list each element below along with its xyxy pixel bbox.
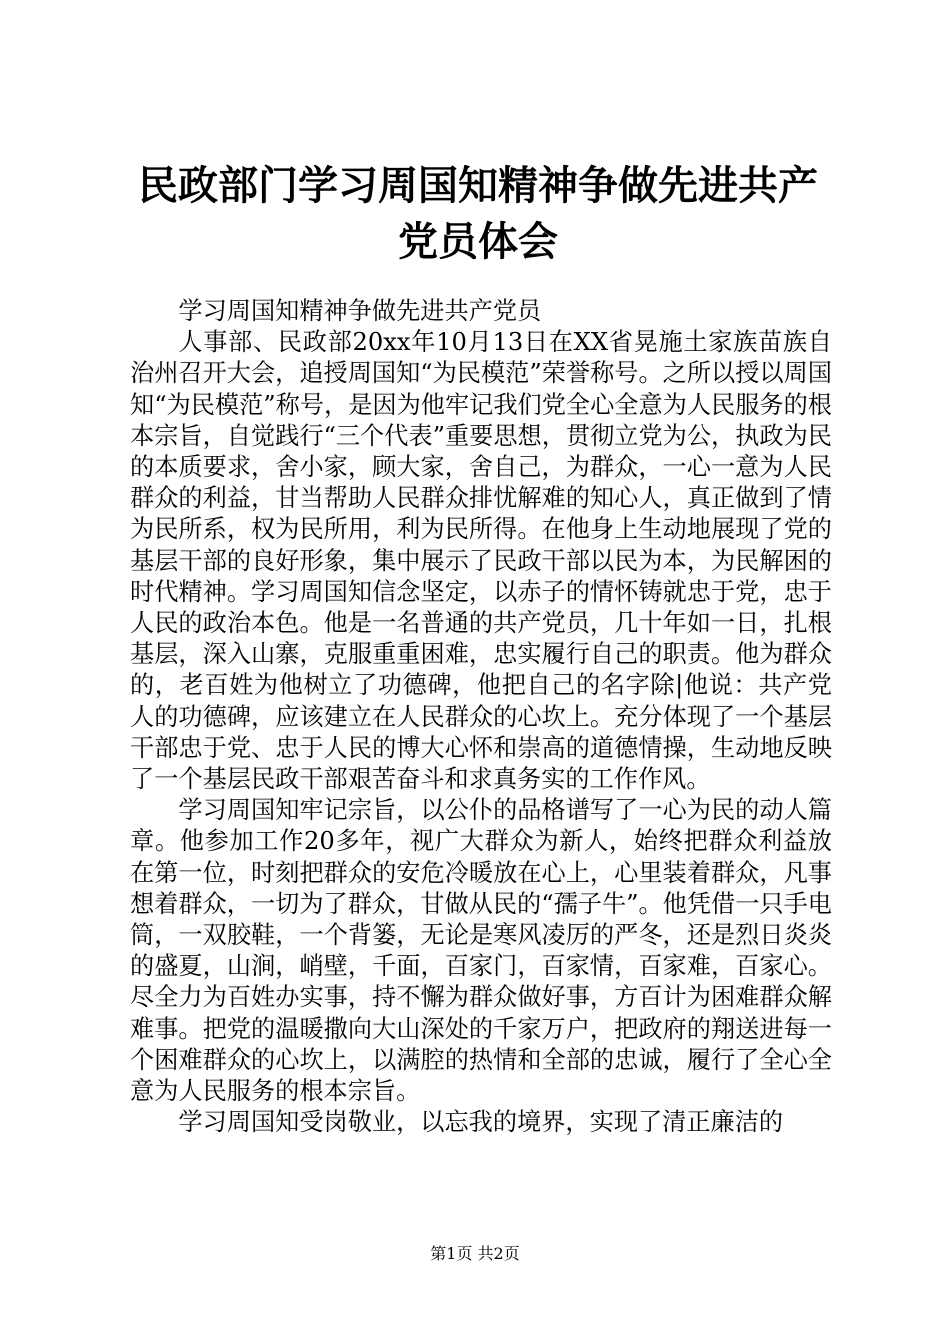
document-body [130, 296, 832, 1138]
paragraph: 人事部、民政部20xx年10月13日在XX省晃施土家族苗族自治州召开大会，追授周国知“为民模范”荣誉称号。之所以授以周国知“为民模范”称号，是因为他牢记我们党全心全意为人民服务的根本宗旨，自觉践行“三个代表”重要思想，贯彻立党为公，执政为民的本质要求，舍小家，顾大家，舍自己，为群众，一心一意为人民群众的利益，甘当帮助人民群众排忧解难的知心人，真正做到了情为民所系，权为民所用，利为民所得。在他身上生动地展现了党的基层干部的良好形象，集中展示了民政干部以民为本，为民解困的时代精神。学习周国知信念坚定，以赤子的情怀铸就忠于党，忠于人民的政治本色。他是一名普通的共产党员，几十年如一日，扎根基层，深入山寨，克服重重困难，忠实履行自己的职责。他为群众的，老百姓为他树立了功德碑，他把自己的名字除|他说：共产党人的功德碑，应该建立在人民群众的心坎上。充分体现了一个基层干部忠于党、忠于人民的博大心怀和崇高的道德情操，生动地反映了一个基层民政干部艰苦奋斗和求真务实的工作作风。 [130, 328, 832, 794]
paragraph: 学习周国知受岗敬业，以忘我的境界，实现了清正廉洁的 [178, 1108, 784, 1137]
paragraph-subtitle: 学习周国知精神争做先进共产党员 [178, 297, 542, 325]
page-footer: 第1页 共2页 [430, 1244, 520, 1263]
paragraph: 学习周国知牢记宗旨，以公仆的品格谱写了一心为民的动人篇章。他参加工作20多年，视广大群众为新人，始终把群众利益放在第一位，时刻把群众的安危冷暖放在心上，心里装着群众，凡事想着群众，一切为了群众，甘做从民的“孺子牛”。他凭借一只手电筒，一双胶鞋，一个背篓，无论是寒风凌厉的严冬，还是烈日炎炎的盛夏，山涧，峭壁，千面，百家门，百家情，百家难，百家心。尽全力为百姓办实事，持不懈为群众做好事，方百计为困难群众解难事。把党的温暖撒向大山深处的千家万户，把政府的翔送进每一个困难群众的心坎上，以满腔的热情和全部的忠诚，履行了全心全意为人民服务的根本宗旨。 [130, 796, 832, 1106]
document-title: 民政部门学习周国知精神争做先进共产党员体会 [138, 162, 818, 265]
